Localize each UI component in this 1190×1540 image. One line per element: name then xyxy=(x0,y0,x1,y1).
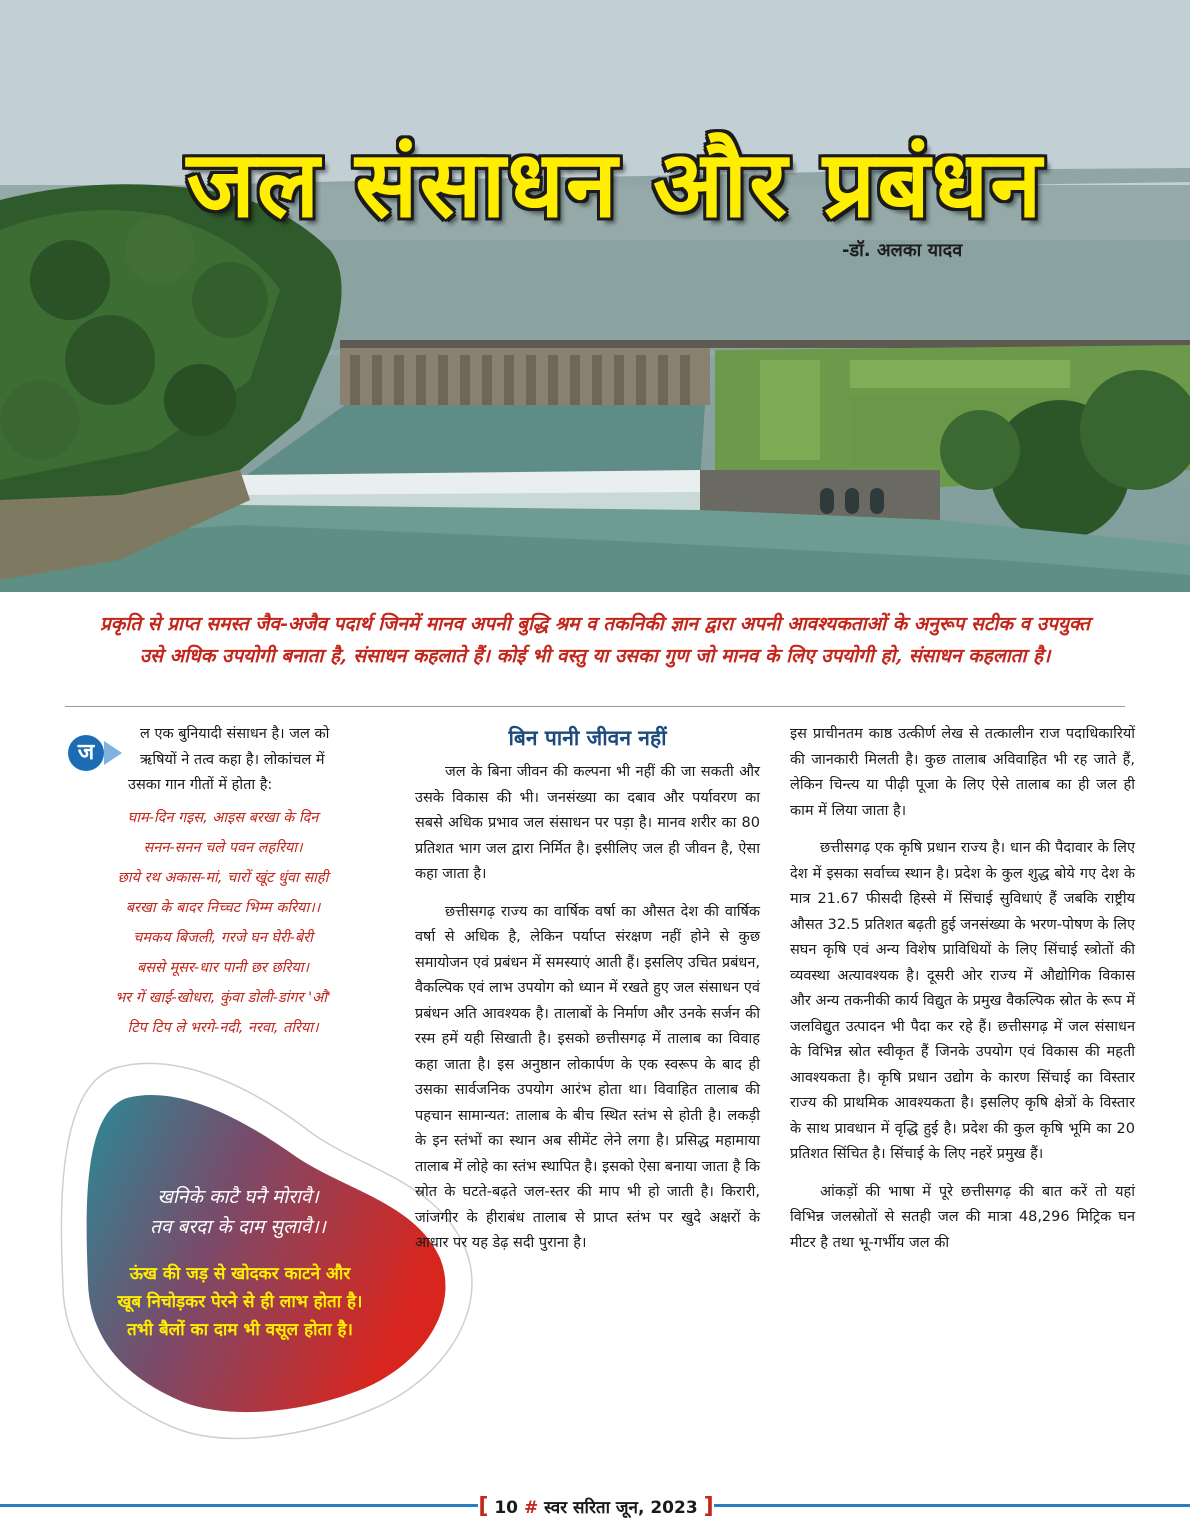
poem-line: भर गें खाई-खोधरा, कुंवा डोली-डांगर 'औ' xyxy=(115,989,331,1006)
col3-paragraph-2: छत्तीसगढ़ एक कृषि प्रधान राज्य है। धान की पैदावार के लिए देश में इसका सर्वाच्च स्थान है। प्रदेश के कुल शुद्ध बोये गए देश के मात्र 21.67 फीसदी हिस्से में सिंचाई सुविधाएं हैं जबकि राष्ट्रीय औसत 32.5 प्रतिशत बढ़ती हुई जनसंख्या के भरण-पोषण के लिए सघन कृषि एवं अन्य विशेष प्राविधियों के लिए सिंचाई स्त्रोतों की व्यवस्था अत्यावश्यक है। दूसरी ओर राज्य में औद्योगिक विकास और अन्य तकनीकी कार्य विद्युत के प्रमुख वैकल्पिक स्रोत के रूप में जलविद्युत उत्पादन भी पैदा कर रहे हैं। छत्तीसगढ़ में जल संसाधन के विभिन्न स्रोत स्वीकृत हैं जिनके उपयोग एवं विकास की महती आवश्यकता है। कृषि प्रधान उद्योग के कारण सिंचाई का विस्तार राज्य की प्राथमिक आवश्यकता है। इसलिए कृषि क्षेत्रों के विस्तार के साथ प्रावधान में वृद्धि हुई है। प्रदेश की कुल कृषि भूमि का 20 प्रतिशत सिंचित है। सिंचाई के लिए नहरें प्रमुख हैं। xyxy=(790,840,1135,1162)
hero-photo-dam xyxy=(0,0,1190,592)
poem-line: सनन-सनन चले पवन लहरिया। xyxy=(143,839,303,856)
bracket-left-icon: [ xyxy=(478,1494,489,1519)
poem-line: चमकय बिजली, गरजे घन घेरी-बेरी xyxy=(133,929,313,946)
dam-landscape-illustration xyxy=(0,0,1190,592)
column-3 xyxy=(790,722,1135,1256)
proverb-verse xyxy=(88,1182,388,1242)
dropcap-letter: ज xyxy=(68,735,104,771)
col3-paragraph-1: इस प्राचीनतम काष्ठ उत्कीर्ण लेख से तत्कालीन राज पदाधिकारियों की जानकारी मिलती है। कुछ तालाब अविवाहित भी रह जाते हैं, लेकिन चिन्त्य या पीढ़ी पूजा के लिए ऐसे तालाब का ही जल ही काम में लिया जाता है। xyxy=(790,726,1135,819)
column-2 xyxy=(415,722,760,1257)
poem-line: बससे मूसर-धार पानी छर छरिया। xyxy=(137,959,309,976)
col1-line-1: ल एक बुनियादी संसाधन है। जल को xyxy=(140,726,330,742)
column-1 xyxy=(68,722,378,1043)
poem-line: छाये रथ अकास-मां, चारों खूंट धुंवा साही xyxy=(117,869,329,886)
proverb-meaning-line: तभी बैलों का दाम भी वसूल होता है। xyxy=(127,1320,353,1340)
intro-paragraph: प्रकृति से प्राप्त समस्त जैव-अजैव पदार्थ जिनमें मानव अपनी बुद्धि श्रम व तकनिकी ज्ञान द्वारा अपनी आवश्यकताओं के अनुरूप सटीक व उपयुक्त उसे अधिक उपयोगी बनाता है, संसाधन कहलाते हैं। कोई भी वस्तु या उसका गुण जो मानव के लिए उपयोगी हो, संसाधन कहलाता है। xyxy=(100,613,1090,667)
page-number: 10 xyxy=(494,1498,519,1518)
section-heading: बिन पानी जीवन नहीं xyxy=(508,725,667,750)
proverb-meaning-line: खूब निचोड़कर पेरने से ही लाभ होता है। xyxy=(117,1292,363,1312)
proverb-meaning-line: ऊंख की जड़ से खोदकर काटने और xyxy=(129,1264,351,1284)
page-title: जल संसाधन और प्रबंधन xyxy=(186,131,1044,238)
col1-line-2: ऋषियों ने तत्व कहा है। लोकांचल में xyxy=(140,751,325,768)
hash-symbol: # xyxy=(523,1498,539,1518)
author-byline: -डॉ. अलका यादव xyxy=(842,240,963,261)
col2-paragraph-2: छत्तीसगढ़ राज्य का वार्षिक वर्षा का औसत देश की वार्षिक वर्षा से अधिक है, लेकिन पर्याप्त संरक्षण नहीं होने से कुछ समायोजन एवं प्रबंधन में समस्याएं आती हैं। इसलिए उचित प्रबंधन, वैकल्पिक एवं लाभ उपयोग को ध्यान में रखते हुए जल संसाधन एवं प्रबंधन अति आवश्यक है। तालाबों के निर्माण और उनके सर्जन की रस्म हमें यही सिखाती है। इसको छत्तीसगढ़ में तालाब का विवाह कहा जाता है। इस अनुष्ठान लोकार्पण के एक स्वरूप के बाद ही उसका सार्वजनिक उपयोग आरंभ होता था। विवाहित तालाब की पहचान सामान्यत: तालाब के बीच स्थित स्तंभ से होती है। लकड़ी के इन स्तंभों का स्थान अब सीमेंट लेने लगा है। प्रसिद्ध महामाया तालाब में लोहे का स्तंभ स्थापित है। इसको ऐसा बनाया जाता है कि स्रोत के घटते-बढ़ते जल-स्तर की माप भी हो जाती है। किरारी, जांजगीर के हीराबंध तालाब से प्राप्त स्तंभ पर खुदे अक्षरों के आधार पर यह डेढ़ सदी पुराना है। xyxy=(415,903,760,1251)
proverb-verse-line: तव बरदा के दाम सुलावै।। xyxy=(150,1216,326,1238)
col2-paragraph-1: जल के बिना जीवन की कल्पना भी नहीं की जा सकती और उसके विकास की भी। जनसंख्या का दबाव और पर्यावरण का सबसे अधिक प्रभाव जल संसाधन पर पड़ा है। मानव शरीर का 80 प्रतिशत भाग जल द्वारा निर्मित है। इसीलिए जल ही जीवन है, ऐसा कहा जाता है। xyxy=(415,764,760,882)
poem-line: टिप टिप ले भरगे-नदी, नरवा, तरिया। xyxy=(127,1019,319,1036)
poem-line: घाम-दिन गइस, आइस बरखा के दिन xyxy=(127,809,319,826)
magazine-name: स्वर सरिता जून, 2023 xyxy=(544,1498,698,1518)
col1-line-3: उसका गान गीतों में होता है: xyxy=(128,777,273,793)
col3-paragraph-3: आंकड़ों की भाषा में पूरे छत्तीसगढ़ की बात करें तो यहां विभिन्न जलस्रोतों से सतही जल की मात्रा 48,296 मिट्रिक घन मीटर है तथा भू-गर्भीय जल की xyxy=(790,1183,1135,1251)
proverb-meaning xyxy=(80,1260,400,1344)
bracket-right-icon: ] xyxy=(703,1494,714,1519)
poem-line: बरखा के बादर निच्चट भिम्म करिया।। xyxy=(125,899,321,916)
page-footer xyxy=(478,1494,714,1520)
folk-poem xyxy=(68,803,378,1043)
divider-rule xyxy=(65,706,1125,707)
proverb-verse-line: खनिके काटै घनै मोरावै। xyxy=(157,1186,319,1208)
